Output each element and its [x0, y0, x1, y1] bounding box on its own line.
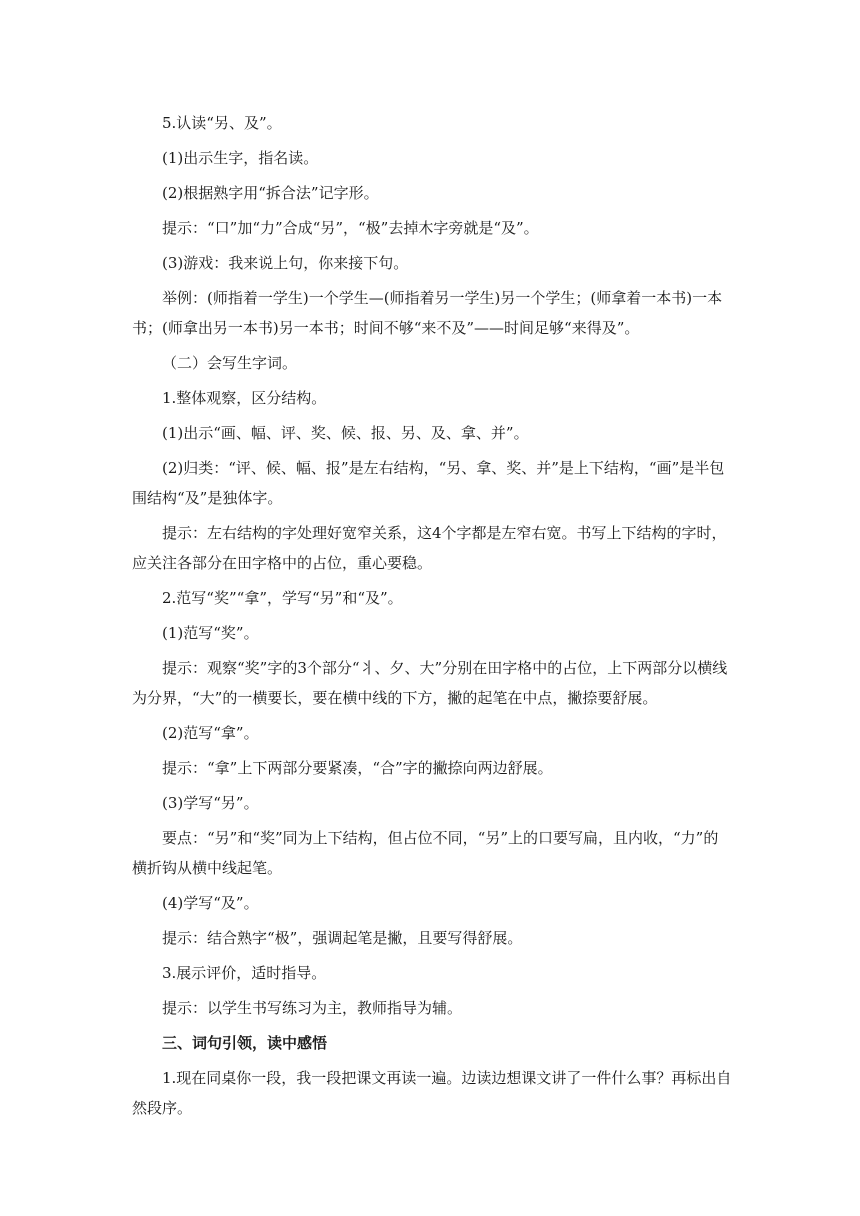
- paragraph-step-1: (1)出示生字，指名读。: [162, 149, 319, 167]
- paragraph-learn-ling: (3)学写“另”。: [162, 794, 259, 812]
- document-body: [132, 108, 732, 1123]
- paragraph-show-chars: (1)出示“画、幅、评、奖、候、报、另、及、拿、并”。: [162, 424, 529, 442]
- paragraph-key-points: 要点：“另”和“奖”同为上下结构，但占位不同，“另”上的口要写扁，且内收，“力”的横折钩从横中线起笔。: [132, 829, 719, 877]
- paragraph-hint-na: 提示：“拿”上下两部分要紧凑，“合”字的撇捺向两边舒展。: [162, 759, 553, 777]
- paragraph-demo-na: (2)范写“拿”。: [162, 724, 259, 742]
- section-heading-reading: 三、词句引领，读中感悟: [162, 1034, 328, 1052]
- paragraph-hint-jiang: 提示：观察“奖”字的3个部分“丬、夕、大”分别在田字格中的占位，上下两部分以横线为分界，“大”的一横要长，要在横中线的下方，撇的起笔在中点，撇捺要舒展。: [132, 659, 728, 707]
- paragraph-step-3: (3)游戏：我来说上句，你来接下句。: [162, 254, 409, 272]
- paragraph-learn-ji: (4)学写“及”。: [162, 894, 259, 912]
- paragraph-hint-practice: 提示：以学生书写练习为主，教师指导为辅。: [162, 999, 463, 1017]
- paragraph-hint-structure: 提示：左右结构的字处理好宽窄关系，这4个字都是左窄右宽。书写上下结构的字时，应关注各部分在田字格中的占位，重心要稳。: [132, 524, 727, 572]
- paragraph-item-5-heading: 5.认读“另、及”。: [162, 114, 282, 132]
- paragraph-demo-write: 2.范写“奖”“拿”，学写“另”和“及”。: [162, 589, 403, 607]
- paragraph-hint-ji: 提示：结合熟字“极”，强调起笔是撇，且要写得舒展。: [162, 929, 523, 947]
- paragraph-reading-task: 1.现在同桌你一段，我一段把课文再读一遍。边读边想课文讲了一件什么事？再标出自然段序。: [132, 1069, 732, 1117]
- paragraph-evaluate: 3.展示评价，适时指导。: [162, 964, 327, 982]
- paragraph-classify: (2)归类：“评、候、幅、报”是左右结构，“另、拿、奖、并”是上下结构，“画”是半包围结构“及”是独体字。: [132, 459, 725, 507]
- section-heading-writing: （二）会写生字词。: [162, 354, 298, 372]
- paragraph-hint-1: 提示：“口”加“力”合成“另”，“极”去掉木字旁就是“及”。: [162, 219, 539, 237]
- paragraph-example: 举例：(师指着一学生)一个学生—(师指着另一学生)另一个学生；(师拿着一本书)一本书；(师拿出另一本书)另一本书；时间不够“来不及”——时间足够“来得及”。: [132, 289, 723, 337]
- paragraph-observe: 1.整体观察，区分结构。: [162, 389, 327, 407]
- paragraph-step-2: (2)根据熟字用“拆合法”记字形。: [162, 184, 379, 202]
- paragraph-demo-jiang: (1)范写“奖”。: [162, 624, 259, 642]
